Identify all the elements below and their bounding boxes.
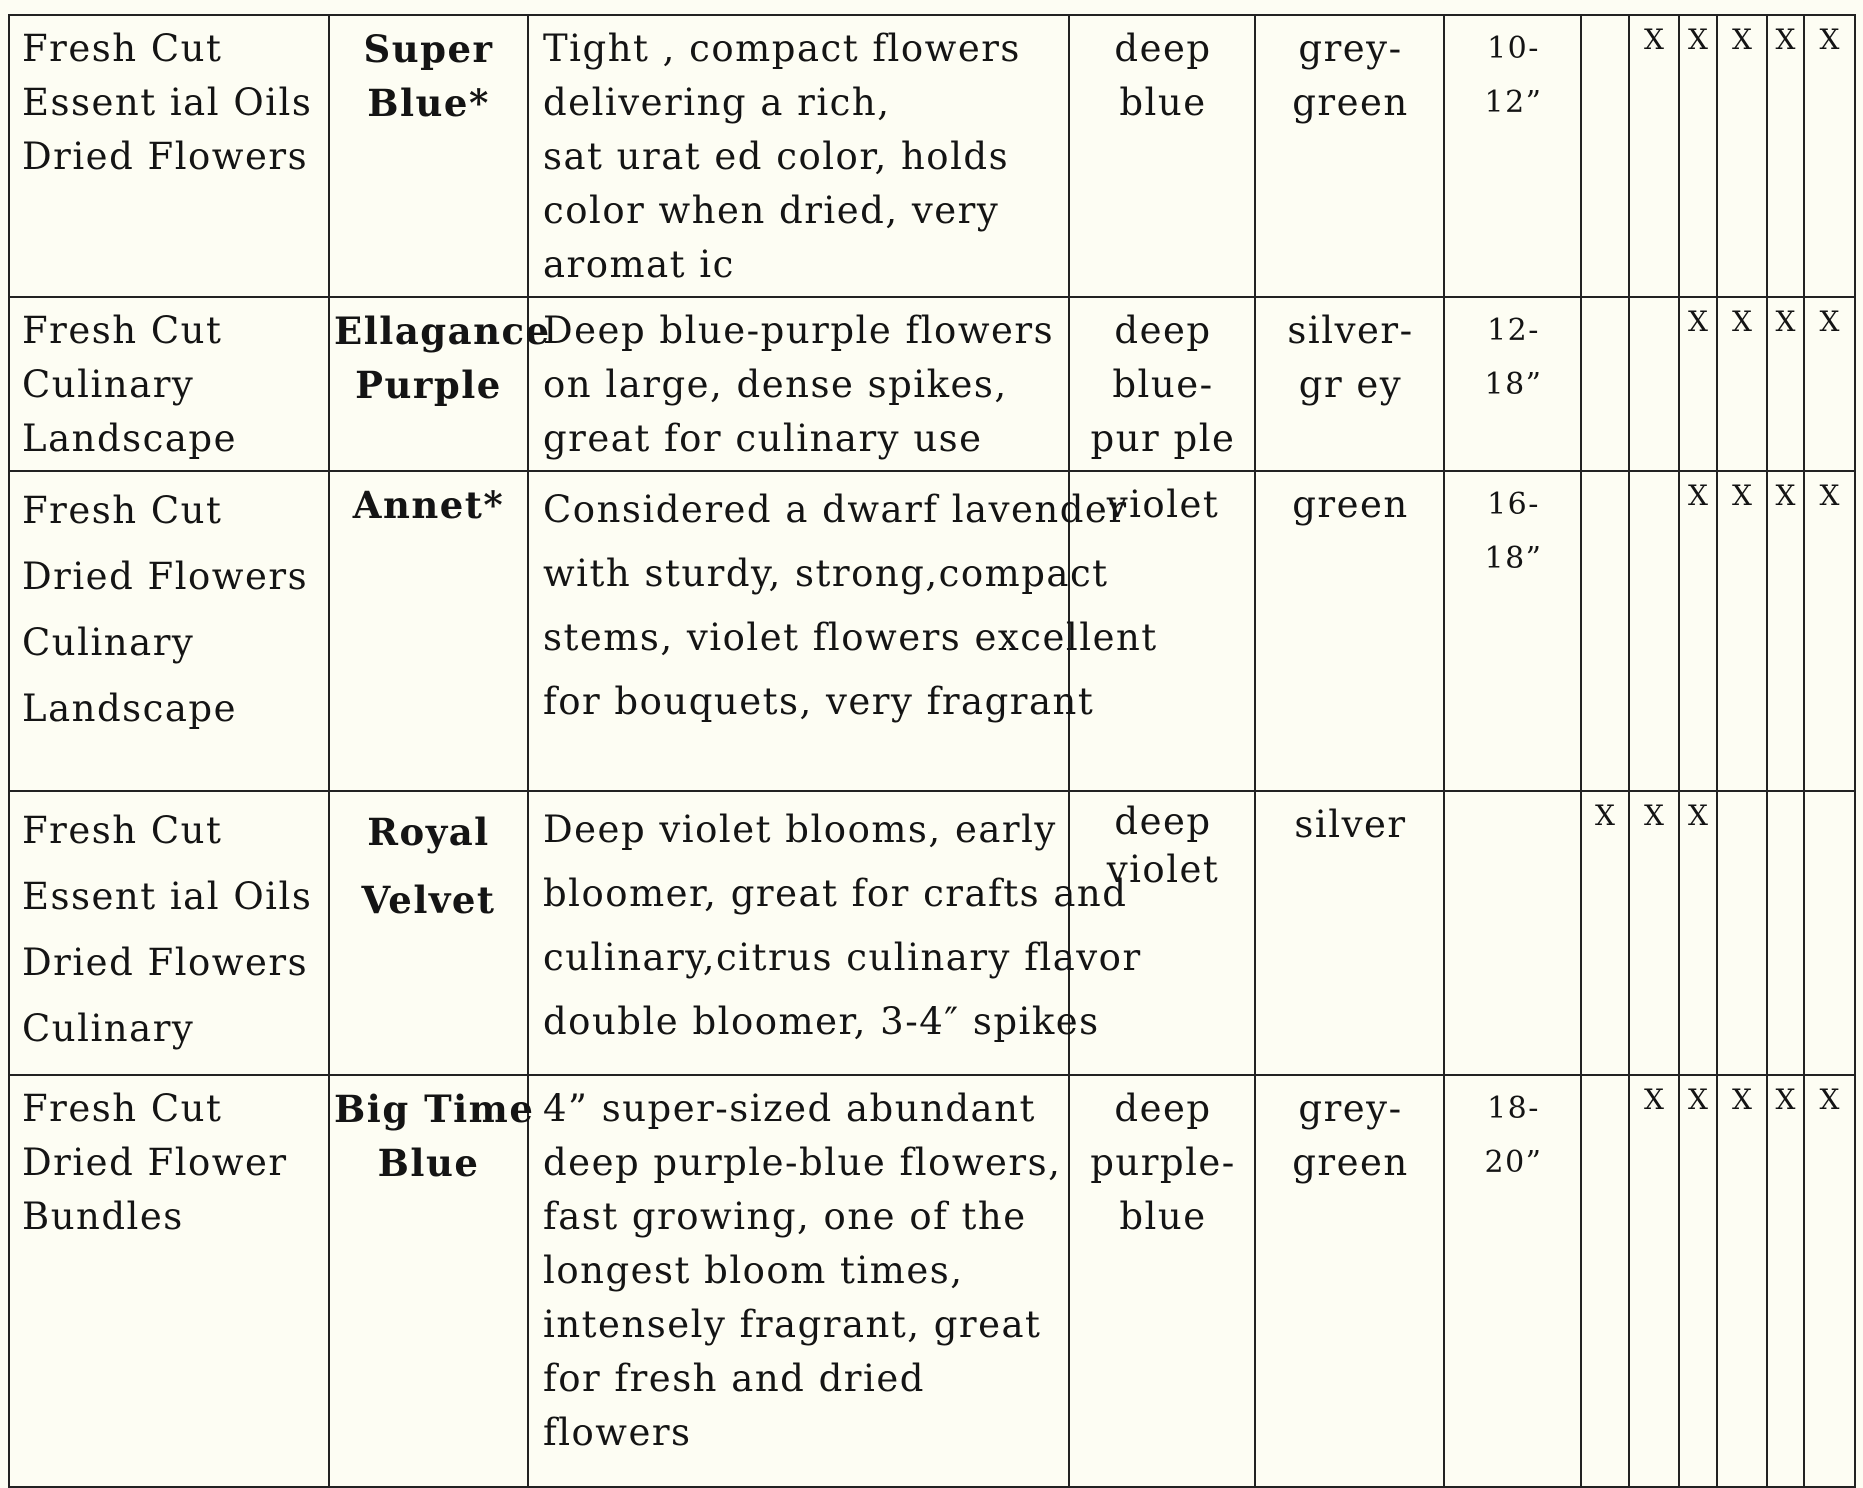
description-cell-line: delivering a rich, xyxy=(543,81,891,124)
description-cell-line: Deep blue-purple flowers xyxy=(543,309,1055,352)
uses-cell-line: Culinary xyxy=(22,621,195,664)
variety-name-cell-line: Royal xyxy=(367,810,490,854)
height-cell-line: 18- xyxy=(1487,1091,1540,1126)
variety-name-cell-line: Velvet xyxy=(361,878,496,922)
mark-cell: X xyxy=(1581,791,1629,1075)
uses-cell-line: Dried Flowers xyxy=(22,135,309,178)
description-cell-line: flowers xyxy=(543,1411,692,1454)
description-cell-line: color when dried, very xyxy=(543,189,1000,232)
mark-cell: X xyxy=(1804,297,1855,471)
foliage-color-cell-line: green xyxy=(1292,81,1409,124)
mark-cell xyxy=(1717,791,1767,1075)
mark-cell xyxy=(1767,791,1804,1075)
foliage-color-cell-line: green xyxy=(1292,1141,1409,1184)
flower-color-cell-line: blue- xyxy=(1112,363,1214,406)
mark-cell: X xyxy=(1679,791,1717,1075)
foliage-color-cell xyxy=(1255,297,1444,471)
flower-color-cell xyxy=(1069,297,1255,471)
height-cell-line: 18” xyxy=(1484,367,1543,402)
foliage-color-cell-line: silver xyxy=(1294,803,1407,846)
mark-cell xyxy=(1581,1075,1629,1487)
uses-cell-line: Fresh Cut xyxy=(22,309,223,352)
mark-cell xyxy=(1804,791,1855,1075)
table-row xyxy=(9,791,1855,1075)
table-row xyxy=(9,471,1855,791)
variety-name-cell-line: Blue* xyxy=(367,81,490,125)
mark-cell: X xyxy=(1717,297,1767,471)
description-cell xyxy=(528,297,1069,471)
flower-color-cell xyxy=(1069,15,1255,297)
foliage-color-cell xyxy=(1255,471,1444,791)
description-cell xyxy=(528,471,1158,791)
flower-color-cell-line: deep xyxy=(1114,27,1212,70)
mark-cell xyxy=(1581,15,1629,297)
mark-cell: X xyxy=(1717,15,1767,297)
uses-cell-line: Culinary xyxy=(22,1007,195,1050)
mark-cell: X xyxy=(1679,15,1717,297)
description-cell-line: stems, violet flowers excellent xyxy=(543,616,1158,659)
mark-cell: X xyxy=(1679,471,1717,791)
uses-cell-line: Essent ial Oils xyxy=(22,81,313,124)
mark-cell xyxy=(1581,297,1629,471)
description-cell-line: 4” super-sized abundant xyxy=(543,1087,1036,1130)
mark-cell xyxy=(1629,471,1679,791)
height-cell xyxy=(1444,15,1581,297)
variety-name-cell-line: Super xyxy=(363,27,494,71)
uses-cell-line: Fresh Cut xyxy=(22,1087,223,1130)
foliage-color-cell-line: green xyxy=(1292,483,1409,526)
mark-cell xyxy=(1581,471,1629,791)
foliage-color-cell xyxy=(1255,1075,1444,1487)
description-cell-line: double bloomer, 3-4″ spikes xyxy=(543,1000,1100,1043)
variety-name-cell-line: Annet* xyxy=(352,483,505,527)
mark-cell: X xyxy=(1717,471,1767,791)
foliage-color-cell-line: silver- xyxy=(1287,309,1414,352)
description-cell-line: fast growing, one of the xyxy=(543,1195,1027,1238)
height-cell xyxy=(1444,791,1581,1075)
mark-cell: X xyxy=(1804,1075,1855,1487)
height-cell-line: 12” xyxy=(1484,85,1543,120)
mark-cell: X xyxy=(1804,471,1855,791)
foliage-color-cell-line: grey- xyxy=(1298,27,1403,70)
uses-cell-line: Dried Flowers xyxy=(22,941,309,984)
uses-cell-line: Landscape xyxy=(22,417,237,460)
height-cell xyxy=(1444,1075,1581,1487)
description-cell-line: culinary,citrus culinary flavor xyxy=(543,936,1142,979)
description-cell-line: Tight , compact flowers xyxy=(543,27,1021,70)
mark-cell: X xyxy=(1717,1075,1767,1487)
uses-cell xyxy=(9,791,329,1075)
uses-cell-line: Fresh Cut xyxy=(22,809,223,852)
mark-cell: X xyxy=(1767,1075,1804,1487)
mark-cell: X xyxy=(1804,15,1855,297)
description-cell-line: on large, dense spikes, xyxy=(543,363,1008,406)
mark-cell: X xyxy=(1629,791,1679,1075)
variety-name-cell xyxy=(329,791,528,1075)
flower-color-cell-line: deep xyxy=(1114,309,1212,352)
height-cell xyxy=(1444,297,1581,471)
uses-cell xyxy=(9,15,329,297)
height-cell-line: 18” xyxy=(1484,541,1543,576)
description-cell xyxy=(528,15,1069,297)
description-cell-line: for bouquets, very fragrant xyxy=(543,680,1095,723)
description-cell-line: deep purple-blue flowers, xyxy=(543,1141,1062,1184)
variety-name-cell-line: Ellagance xyxy=(334,309,551,353)
variety-name-cell xyxy=(329,15,528,297)
uses-cell-line: Culinary xyxy=(22,363,195,406)
uses-cell-line: Landscape xyxy=(22,687,237,730)
foliage-color-cell xyxy=(1255,791,1444,1075)
flower-color-cell-line: violet xyxy=(1106,483,1220,526)
lavender-variety-table xyxy=(8,14,1856,1488)
variety-name-cell-line: Purple xyxy=(355,363,502,407)
description-cell-line: bloomer, great for crafts and xyxy=(543,872,1128,915)
mark-cell xyxy=(1629,297,1679,471)
height-cell xyxy=(1444,471,1581,791)
flower-color-cell-line: violet xyxy=(1106,848,1220,891)
mark-cell: X xyxy=(1629,15,1679,297)
uses-cell-line: Dried Flowers xyxy=(22,555,309,598)
description-cell-line: aromat ic xyxy=(543,243,735,286)
description-cell xyxy=(528,1075,1069,1487)
variety-name-cell xyxy=(329,471,528,791)
uses-cell xyxy=(9,471,329,791)
description-cell-line: great for culinary use xyxy=(543,417,983,460)
mark-cell: X xyxy=(1767,297,1804,471)
table-row xyxy=(9,15,1855,297)
flower-color-cell-line: blue xyxy=(1119,1195,1207,1238)
uses-cell xyxy=(9,1075,329,1487)
uses-cell-line: Dried Flower xyxy=(22,1141,288,1184)
foliage-color-cell-line: grey- xyxy=(1298,1087,1403,1130)
description-cell-line: for fresh and dried xyxy=(543,1357,925,1400)
height-cell-line: 10- xyxy=(1487,31,1540,66)
mark-cell: X xyxy=(1767,471,1804,791)
uses-cell-line: Fresh Cut xyxy=(22,489,223,532)
mark-cell: X xyxy=(1629,1075,1679,1487)
uses-cell-line: Fresh Cut xyxy=(22,27,223,70)
description-cell-line: intensely fragrant, great xyxy=(543,1303,1042,1346)
mark-cell: X xyxy=(1767,15,1804,297)
description-cell-line: sat urat ed color, holds xyxy=(543,135,1010,178)
mark-cell: X xyxy=(1679,1075,1717,1487)
flower-color-cell-line: purple- xyxy=(1090,1141,1236,1184)
height-cell-line: 20” xyxy=(1484,1145,1543,1180)
flower-color-cell-line: deep xyxy=(1114,1087,1212,1130)
variety-name-cell xyxy=(329,1075,535,1487)
variety-name-cell xyxy=(329,297,551,471)
height-cell-line: 16- xyxy=(1487,487,1540,522)
table-row xyxy=(9,1075,1855,1487)
foliage-color-cell-line: gr ey xyxy=(1298,363,1403,406)
flower-color-cell-line: blue xyxy=(1119,81,1207,124)
flower-color-cell-line: deep xyxy=(1114,800,1212,843)
variety-name-cell-line: Big Time xyxy=(334,1087,535,1131)
flower-color-cell-line: pur ple xyxy=(1090,417,1236,460)
uses-cell xyxy=(9,297,329,471)
variety-name-cell-line: Blue xyxy=(377,1141,480,1185)
foliage-color-cell xyxy=(1255,15,1444,297)
table-row xyxy=(9,297,1855,471)
description-cell-line: longest bloom times, xyxy=(543,1249,964,1292)
uses-cell-line: Essent ial Oils xyxy=(22,875,313,918)
description-cell-line: with sturdy, strong,compact xyxy=(543,552,1109,595)
flower-color-cell xyxy=(1069,1075,1255,1487)
uses-cell-line: Bundles xyxy=(22,1195,184,1238)
description-cell xyxy=(528,791,1142,1075)
mark-cell: X xyxy=(1679,297,1717,471)
height-cell-line: 12- xyxy=(1487,313,1540,348)
description-cell-line: Considered a dwarf lavender xyxy=(543,488,1128,531)
description-cell-line: Deep violet blooms, early xyxy=(543,808,1057,851)
